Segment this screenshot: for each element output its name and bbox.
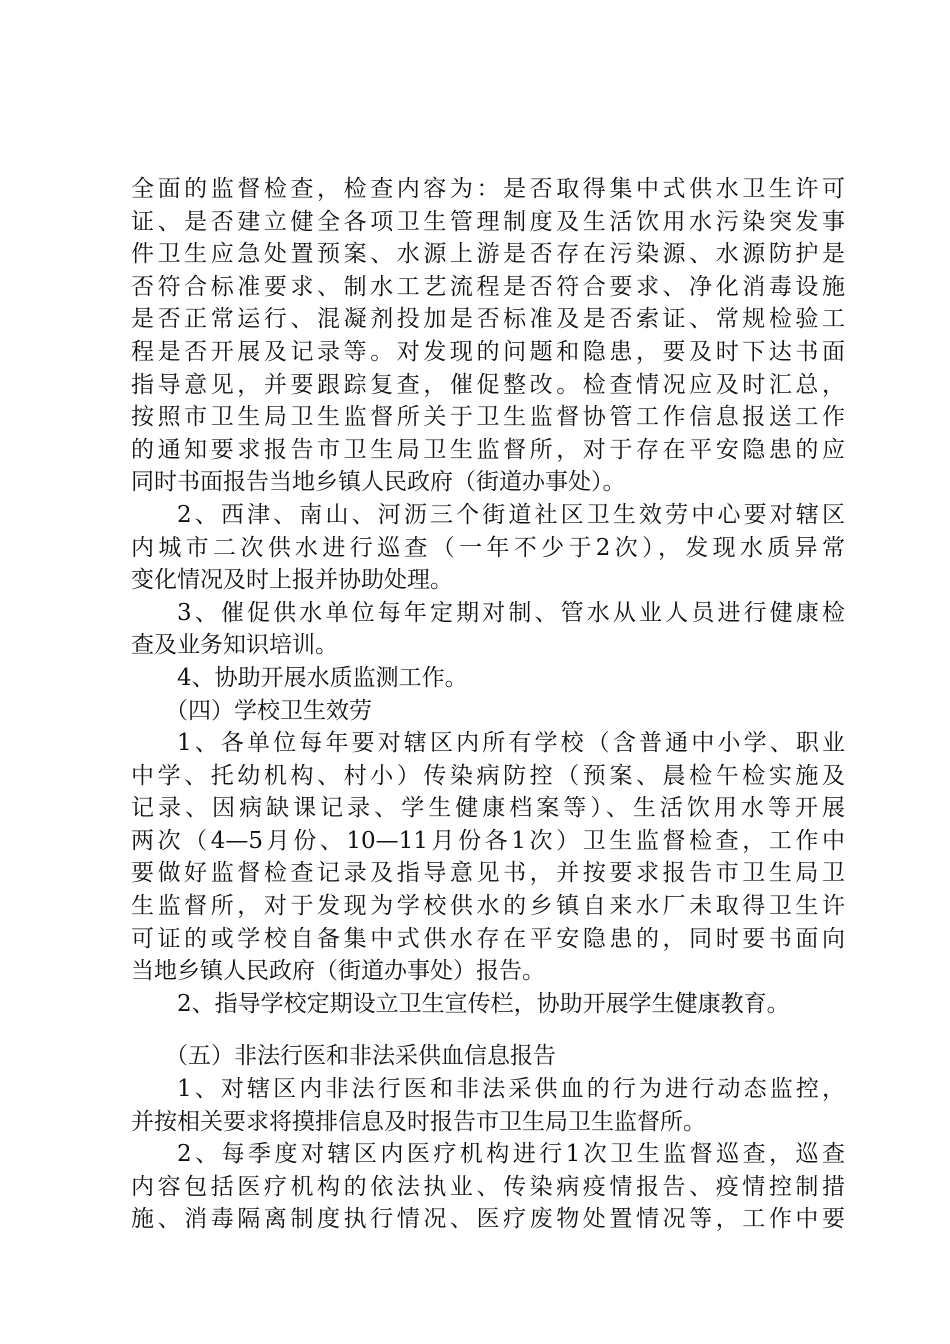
text-line: 变化情况及时上报并协助处理。 <box>131 567 453 594</box>
text-line: 2、每季度对辖区内医疗机构进行1次卫生监督巡查，巡查 <box>177 1141 845 1168</box>
text-line: 指导意见，并要跟踪复查，催促整改。检查情况应及时汇总， <box>131 371 845 398</box>
text-line: 2、指导学校定期设立卫生宣传栏，协助开展学生健康教育。 <box>177 990 790 1017</box>
text-line: 两次（4—5月份、10—11月份各1次）卫生监督检查，工作中 <box>131 827 845 854</box>
text-line: 程是否开展及记录等。对发现的问题和隐患，要及时下达书面 <box>131 338 845 365</box>
text-line: 是否正常运行、混凝剂投加是否标准及是否索证、常规检验工 <box>131 306 845 333</box>
paragraph-gap <box>131 1020 845 1040</box>
text-line: 生监督所，对于发现为学校供水的乡镇自来水厂未取得卫生许 <box>131 893 845 920</box>
text-line: 施、消毒隔离制度执行情况、医疗废物处置情况等，工作中要 <box>131 1206 845 1233</box>
text-line: 中学、托幼机构、村小）传染病防控（预案、晨检午检实施及 <box>131 762 845 789</box>
text-line: 件卫生应急处置预案、水源上游是否存在污染源、水源防护是 <box>131 241 845 268</box>
text-line: 可证的或学校自备集中式供水存在平安隐患的，同时要书面向 <box>131 925 845 952</box>
text-line: 内容包括医疗机构的依法执业、传染病疫情报告、疫情控制措 <box>131 1173 845 1200</box>
text-line: 全面的监督检查，检查内容为：是否取得集中式供水卫生许可 <box>131 176 845 202</box>
text-line: 并按相关要求将摸排信息及时报告市卫生局卫生监督所。 <box>131 1108 706 1135</box>
text-line: 1、对辖区内非法行医和非法采供血的行为进行动态监控， <box>177 1076 845 1103</box>
text-line: 当地乡镇人民政府（街道办事处）报告。 <box>131 958 545 985</box>
text-line: 要做好监督检查记录及指导意见书，并按要求报告市卫生局卫 <box>131 860 845 887</box>
text-line: 查及业务知识培训。 <box>131 632 338 659</box>
text-line: 按照市卫生局卫生监督所关于卫生监督协管工作信息报送工作 <box>131 404 845 431</box>
text-line: 4、协助开展水质监测工作。 <box>177 664 468 691</box>
text-line: 记录、因病缺课记录、学生健康档案等）、生活饮用水等开展 <box>131 795 845 822</box>
text-line: 否符合标准要求、制水工艺流程是否符合要求、净化消毒设施 <box>131 273 845 300</box>
text-line: 同时书面报告当地乡镇人民政府（街道办事处）。 <box>131 469 626 496</box>
text-line: （五）非法行医和非法采供血信息报告 <box>165 1043 556 1070</box>
text-line: 1、各单位每年要对辖区内所有学校（含普通中小学、职业 <box>177 730 845 757</box>
text-line: （四）学校卫生效劳 <box>165 697 372 724</box>
text-line: 的通知要求报告市卫生局卫生监督所，对于存在平安隐患的应 <box>131 436 845 463</box>
document-body <box>131 173 845 1236</box>
text-line: 3、催促供水单位每年定期对制、管水从业人员进行健康检 <box>177 599 845 626</box>
text-line: 证、是否建立健全各项卫生管理制度及生活饮用水污染突发事 <box>131 208 845 235</box>
text-line: 内城市二次供水进行巡查（一年不少于2次），发现水质异常 <box>131 534 845 561</box>
text-line: 2、西津、南山、河沥三个街道社区卫生效劳中心要对辖区 <box>177 501 845 528</box>
